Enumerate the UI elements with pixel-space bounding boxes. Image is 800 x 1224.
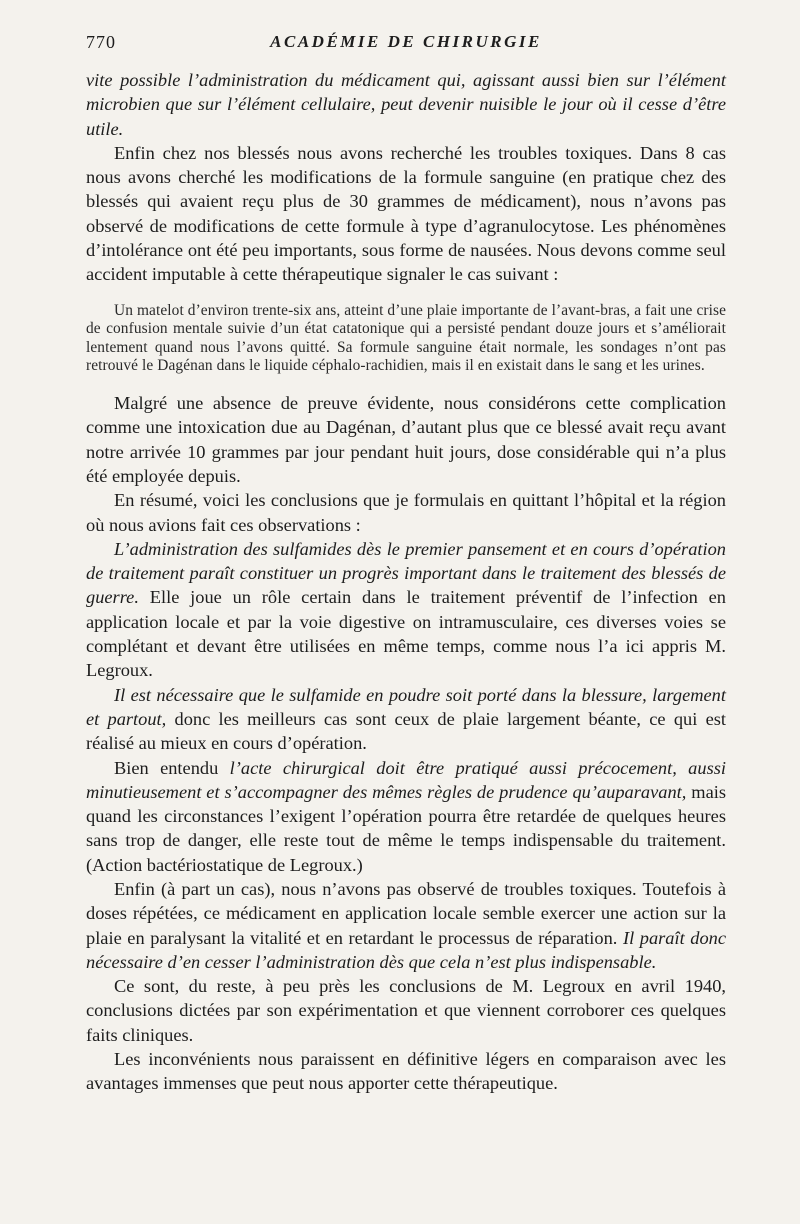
plain-text: Elle joue un rôle certain dans le traitement préventif de l’infection en application locale et par la voie digestive on intramusculaire, ces diverses voies se complétant et devant être utilisées en même temps, comme nous l’a ici appris M. Legroux.: [86, 587, 726, 681]
italic-text: L’administration des sulfamides dès le premier pansement et en cours d’opération de traitement paraît constituer un progrès important dans le traitement des blessés de guerre.: [86, 538, 726, 608]
plain-text: Enfin (à part un cas), nous n’avons pas observé de troubles toxiques. Toutefois à doses répétées, ce médicament en application locale semble exercer une action sur la plaie en paralysant la vitalité et en retardant le processus de réparation.: [86, 878, 726, 948]
italic-text: Il est nécessaire que le sulfamide en poudre soit porté dans la blessure, largement et partout,: [86, 684, 726, 729]
paragraph-toxic-troubles: Enfin chez nos blessés nous avons recherché les troubles toxiques. Dans 8 cas nous avons cherché les modifications de la formule sanguine (en pratique chez des blessés qui avaient reçu plus de 30 grammes de médicament), nous n’avons pas observé de modifications de cette formule à type d’agranulocytose. Les phénomènes d’intolérance ont été peu importants, sous forme de nausées. Nous devons comme seul accident imputable à cette thérapeutique signaler le cas suivant :: [86, 142, 726, 285]
paragraph-continuation: [86, 68, 726, 141]
paragraph-conclusion-4: [86, 877, 726, 974]
page-number: 770: [86, 32, 116, 52]
italic-text: Il paraît donc nécessaire d’en cesser l’administration dès que cela n’est plus indispensable.: [86, 927, 727, 972]
running-title: ACADÉMIE DE CHIRURGIE: [270, 32, 542, 51]
case-note: Un matelot d’environ trente-six ans, atteint d’une plaie importante de l’avant-bras, a fait une crise de confusion mentale suivie d’un état catatonique qui a persisté pendant douze jours et s’améliorait lentement quand nous l’avons quitté. Sa formule sanguine était normale, les sondages n’ont pas retrouvé le Dagénan dans le liquide céphalo-rachidien, mais il en existait dans le sang et les urines.: [86, 301, 726, 375]
plain-text: donc les meilleurs cas sont ceux de plaie largement béante, ce qui est réalisé au mieux en cours d’opération.: [86, 708, 727, 754]
plain-text: Bien entendu: [114, 757, 230, 778]
paragraph-summary-intro: En résumé, voici les conclusions que je formulais en quittant l’hôpital et la région où nous avions fait ces observations :: [86, 490, 726, 535]
paragraph-conclusion-1: [86, 537, 726, 683]
article-body: [86, 68, 726, 1096]
plain-text: mais quand les circonstances l’exigent l’opération pourra être retardée de quelques heures sans trop de danger, elle reste tout de même le temps indispensable du traitement. (Action bactériostatique de Legroux.): [86, 781, 726, 875]
paragraph-final: Les inconvénients nous paraissent en définitive légers en comparaison avec les avantages immenses que peut nous apporter cette thérapeutique.: [86, 1049, 726, 1094]
paragraph-conclusion-2: [86, 683, 726, 756]
page-header: [86, 32, 726, 56]
italic-text: vite possible l’administration du médicament qui, agissant aussi bien sur l’élément microbien que sur l’élément cellulaire, peut devenir nuisible le jour où il cesse d’être utile.: [86, 70, 726, 139]
paragraph-conclusion-3: [86, 756, 726, 877]
paragraph-complication: Malgré une absence de preuve évidente, nous considérons cette complication comme une intoxication due au Dagénan, d’autant plus que ce blessé avait reçu avant notre arrivée 10 grammes par jour pendant huit jours, dose considérable qui n’a plus été employée depuis.: [86, 393, 726, 486]
paragraph-legroux: Ce sont, du reste, à peu près les conclusions de M. Legroux en avril 1940, conclusions dictées par son expérimentation et que viennent corroborer ces quelques faits cliniques.: [86, 976, 726, 1045]
italic-text: l’acte chirurgical doit être pratiqué aussi précocement, aussi minutieusement et s’accompagner des mêmes règles de prudence qu’auparavant,: [86, 757, 726, 802]
